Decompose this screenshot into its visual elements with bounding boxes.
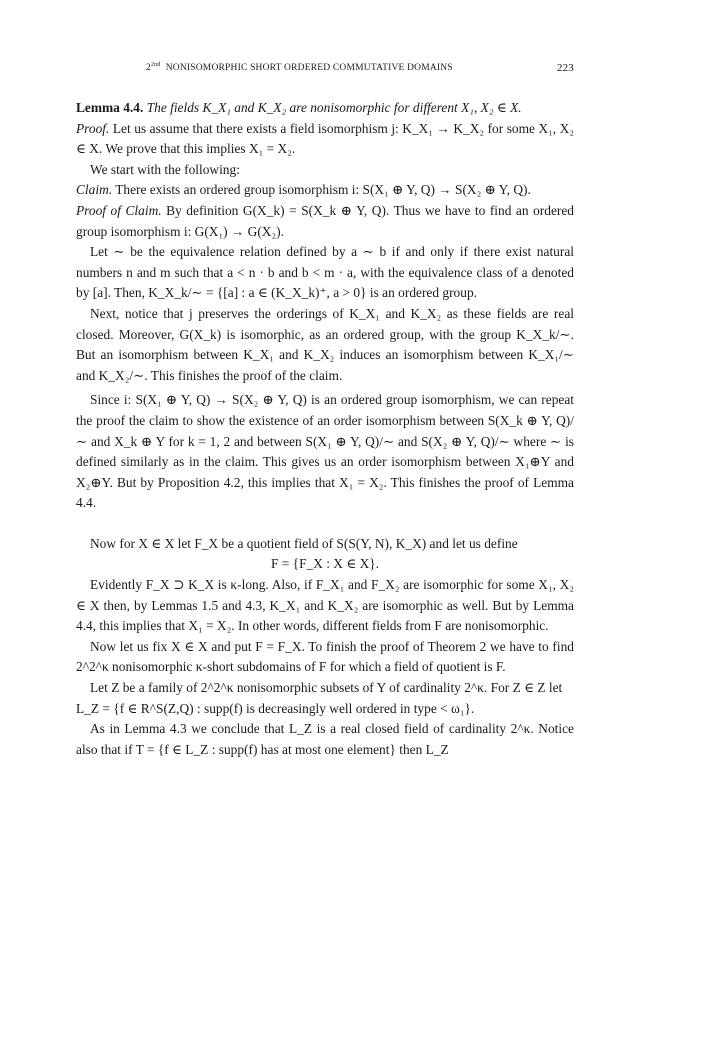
running-header (76, 62, 574, 74)
paragraph-next (76, 304, 574, 386)
paragraph-lemma44-title (76, 98, 574, 119)
header-base: 2 (146, 63, 151, 74)
header-sup: 2nd (150, 62, 161, 68)
paragraph-LZ-def (76, 699, 574, 720)
paragraph-start-with (76, 160, 574, 181)
paragraph-text: Let Z be a family of 2^2^κ nonisomorphic subsets of Y of cardinality 2^κ. For Z ∈ Z let (90, 680, 563, 696)
paragraph-text: Now for X ∈ X let F_X be a quotient field of S(S(Y, N), K_X) and let us define (90, 535, 518, 551)
paragraph-as-in (76, 719, 574, 760)
paragraph-text: We start with the following: (90, 161, 240, 177)
paragraph-lead: Claim. (76, 182, 113, 198)
paragraph-lead: Lemma 4.4. (76, 100, 144, 115)
paragraph-text: Evidently F_X ⊃ K_X is κ-long. Also, if F_X₁ and F_X₂ are isomorphic for some X₁, X₂ ∈ X then, by Lemmas 1.5 and 4.3, K_X₁ and K_X₂ are isomorphic as well. But by Lemma 4.4, this implies that X₁ = X₂. In other words, different fields from F are nonisomorphic. (76, 577, 574, 634)
paragraph-let-Z (76, 678, 574, 699)
paragraph-evidently (76, 575, 574, 637)
paragraph-claim (76, 180, 574, 201)
paragraph-lead: Proof of Claim. (76, 202, 162, 218)
paragraph-now-for (76, 534, 574, 555)
paragraph-since (76, 390, 574, 514)
header-title: NONISOMORPHIC SHORT ORDERED COMMUTATIVE DOMAINS (165, 63, 453, 74)
page-number: 223 (556, 62, 574, 74)
page (76, 62, 574, 760)
paragraph-proof-start (76, 119, 574, 160)
paragraph-equiv (76, 242, 574, 304)
paragraph-now-fix (76, 637, 574, 678)
paragraph-text: As in Lemma 4.3 we conclude that L_Z is a real closed field of cardinality 2^κ. Notice also that if T = {f ∈ L_Z : supp(f) has at most one element} then L_Z (76, 721, 574, 757)
paragraph-F-def (76, 554, 574, 575)
paragraph-text: There exists an ordered group isomorphism i: S(X₁ ⊕ Y, Q) → S(X₂ ⊕ Y, Q). (115, 182, 531, 198)
paragraph-text: Next, notice that j preserves the orderings of K_X₁ and K_X₂ as these fields are real closed. Moreover, G(X_k) is isomorphic, as an ordered group, with the group K_X_k/∼. But an isomorphism between K_X₁ and K_X₂ induces an isomorphism between K_X₁/∼ and K_X₂/∼. This finishes the proof of the claim. (76, 305, 574, 383)
paragraph-text: Let us assume that there exists a field isomorphism j: K_X₁ → K_X₂ for some X₁, X₂ ∈ X. We prove that this implies X₁ = X₂. (76, 120, 574, 157)
paragraph-text: The fields K_X₁ and K_X₂ are nonisomorphic for different X₁, X₂ ∈ X. (146, 100, 522, 115)
paragraph-lead: Proof. (76, 120, 110, 136)
paragraph-text: F = {F_X : X ∈ X}. (270, 556, 380, 572)
body-text (76, 98, 574, 760)
paragraph-text: Since i: S(X₁ ⊕ Y, Q) → S(X₂ ⊕ Y, Q) is an ordered group isomorphism, we can repeat the proof the claim to show the existence of an order isomorphism between S(X_k ⊕ Y, Q)/∼ and X_k ⊕ Y for k = 1, 2 and between S(X₁ ⊕ Y, Q)/∼ and S(X₂ ⊕ Y, Q)/∼ where ∼ is defined similarly as in the claim. This gives us an order isomorphism between X₁⊕Y and X₂⊕Y. But by Proposition 4.2, this implies that X₁ = X₂. This finishes the proof of Lemma 4.4. (76, 392, 574, 511)
paragraph-proof-of-claim (76, 201, 574, 242)
running-title (146, 62, 453, 74)
paragraph-text: Let ∼ be the equivalence relation defined by a ∼ b if and only if there exist natural numbers n and m such that a < n · b and b < m · a, with the equivalence class of a denoted by [a]. Then, K_X_k/∼ = {[a] : a ∈ (K_X_k)⁺, a > 0} is an ordered group. (76, 244, 574, 301)
paragraph-text: By definition G(X_k) = S(X_k ⊕ Y, Q). Thus we have to find an ordered group isomorphism i: G(X₁) → G(X₂). (76, 202, 574, 239)
paragraph-text: Now let us fix X ∈ X and put F = F_X. To finish the proof of Theorem 2 we have to find 2^2^κ nonisomorphic κ-short subdomains of F for which a field of quotient is F. (76, 638, 574, 675)
paragraph-text: L_Z = {f ∈ R^S(Z,Q) : supp(f) is decreasingly well ordered in type < ω₁}. (76, 700, 475, 716)
